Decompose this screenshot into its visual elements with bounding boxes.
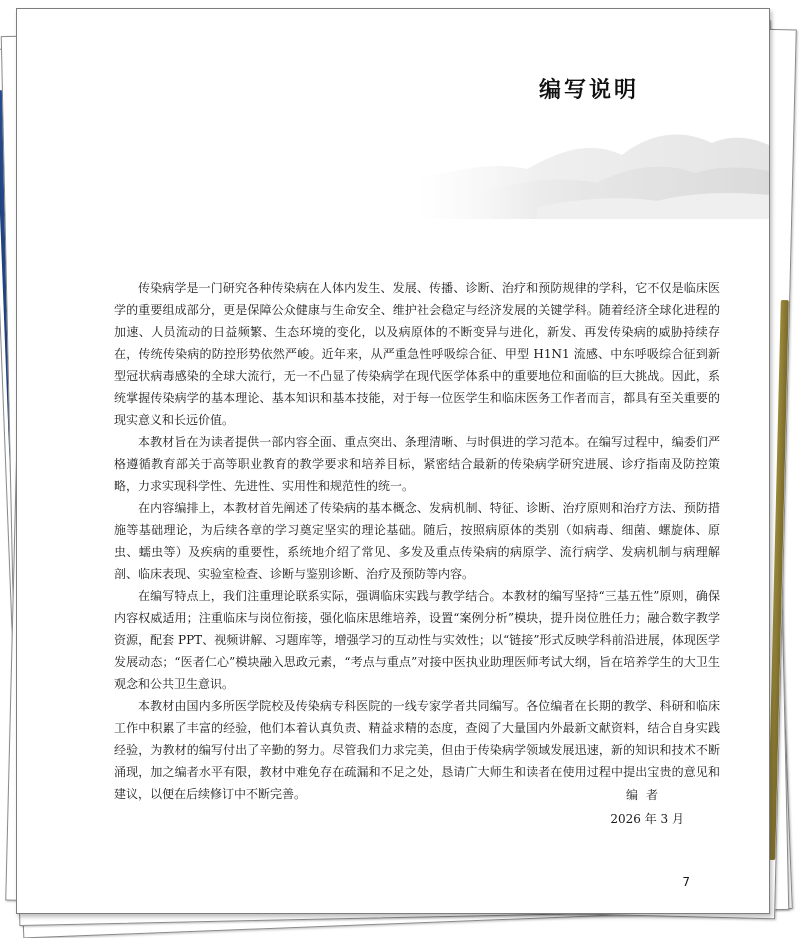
page-number: 7 xyxy=(682,875,690,889)
paragraph: 在编写特点上，我们注重理论联系实际，强调临床实践与教学结合。本教材的编写坚持“三基五性”原则，确保内容权威适用；注重临床与岗位衔接，强化临床思维培养，设置“案例分析”模块，提升岗位胜任力；融合数字教学资源，配套 PPT、视频讲解、习题库等，增强学习的互动性与实效性；以“链接”形式反映学科前沿进展，体现医学发展动态；“医者仁心”模块融入思政元素，“考点与重点”对接中医执业助理医师考试大纲，旨在培养学生的大卫生观念和公共卫生意识。 xyxy=(114,589,720,691)
date-label: 2026 年 3 月 xyxy=(610,812,684,826)
paragraph: 本教材旨在为读者提供一部内容全面、重点突出、条理清晰、与时俱进的学习范本。在编写过程中，编委们严格遵循教育部关于高等职业教育的教学要求和培养目标，紧密结合最新的传染病学研究进展、诊疗指南及防控策略，力求实现科学性、先进性、实用性和规范性的统一。 xyxy=(114,435,720,493)
signature-block xyxy=(610,783,684,831)
author-label: 编者 xyxy=(625,788,666,802)
paragraph: 在内容编排上，本教材首先阐述了传染病的基本概念、发病机制、特征、诊断、治疗原则和治疗方法、预防措施等基础理论，为后续各章的学习奠定坚实的理论基础。随后，按照病原体的类别（如病毒、细菌、螺旋体、原虫、蠕虫等）及疾病的重要性，系统地介绍了常见、多发及重点传染病的病原学、流行病学、发病机制与病理解剖、临床表现、实验室检查、诊断与鉴别诊断、治疗及预防等内容。 xyxy=(114,501,720,581)
ink-mountain-decoration xyxy=(417,109,769,219)
paragraph: 传染病学是一门研究各种传染病在人体内发生、发展、传播、诊断、治疗和预防规律的学科，它不仅是临床医学的重要组成部分，更是保障公众健康与生命安全、维护社会稳定与经济发展的关键学科。随着经济全球化进程的加速、人员流动的日益频繁、生态环境的变化，以及病原体的不断变异与进化，新发、再发传染病的威胁持续存在，传统传染病的防控形势依然严峻。近年来，从严重急性呼吸综合征、甲型 H1N1 流感、中东呼吸综合征到新型冠状病毒感染的全球大流行，无一不凸显了传染病学在现代医学体系中的重要地位和面临的巨大挑战。因此，系统掌握传染病学的基本理论、基本知识和基本技能，对于每一位医学生和临床医务工作者而言，都具有至关重要的现实意义和长远价值。 xyxy=(114,281,720,427)
preface-body xyxy=(114,277,720,805)
document-page xyxy=(16,8,770,914)
paragraph: 本教材由国内多所医学院校及传染病专科医院的一线专家学者共同编写。各位编者在长期的教学、科研和临床工作中积累了丰富的经验，他们本着认真负责、精益求精的态度，查阅了大量国内外最新文献资料，结合自身实践经验，为教材的编写付出了辛勤的努力。尽管我们力求完美，但由于传染病学领域发展迅速，新的知识和技术不断涌现，加之编者水平有限，教材中难免存在疏漏和不足之处，恳请广大师生和读者在使用过程中提出宝贵的意见和建议，以便在后续修订中不断完善。 xyxy=(114,699,720,801)
page-title: 编写说明 xyxy=(538,78,639,103)
